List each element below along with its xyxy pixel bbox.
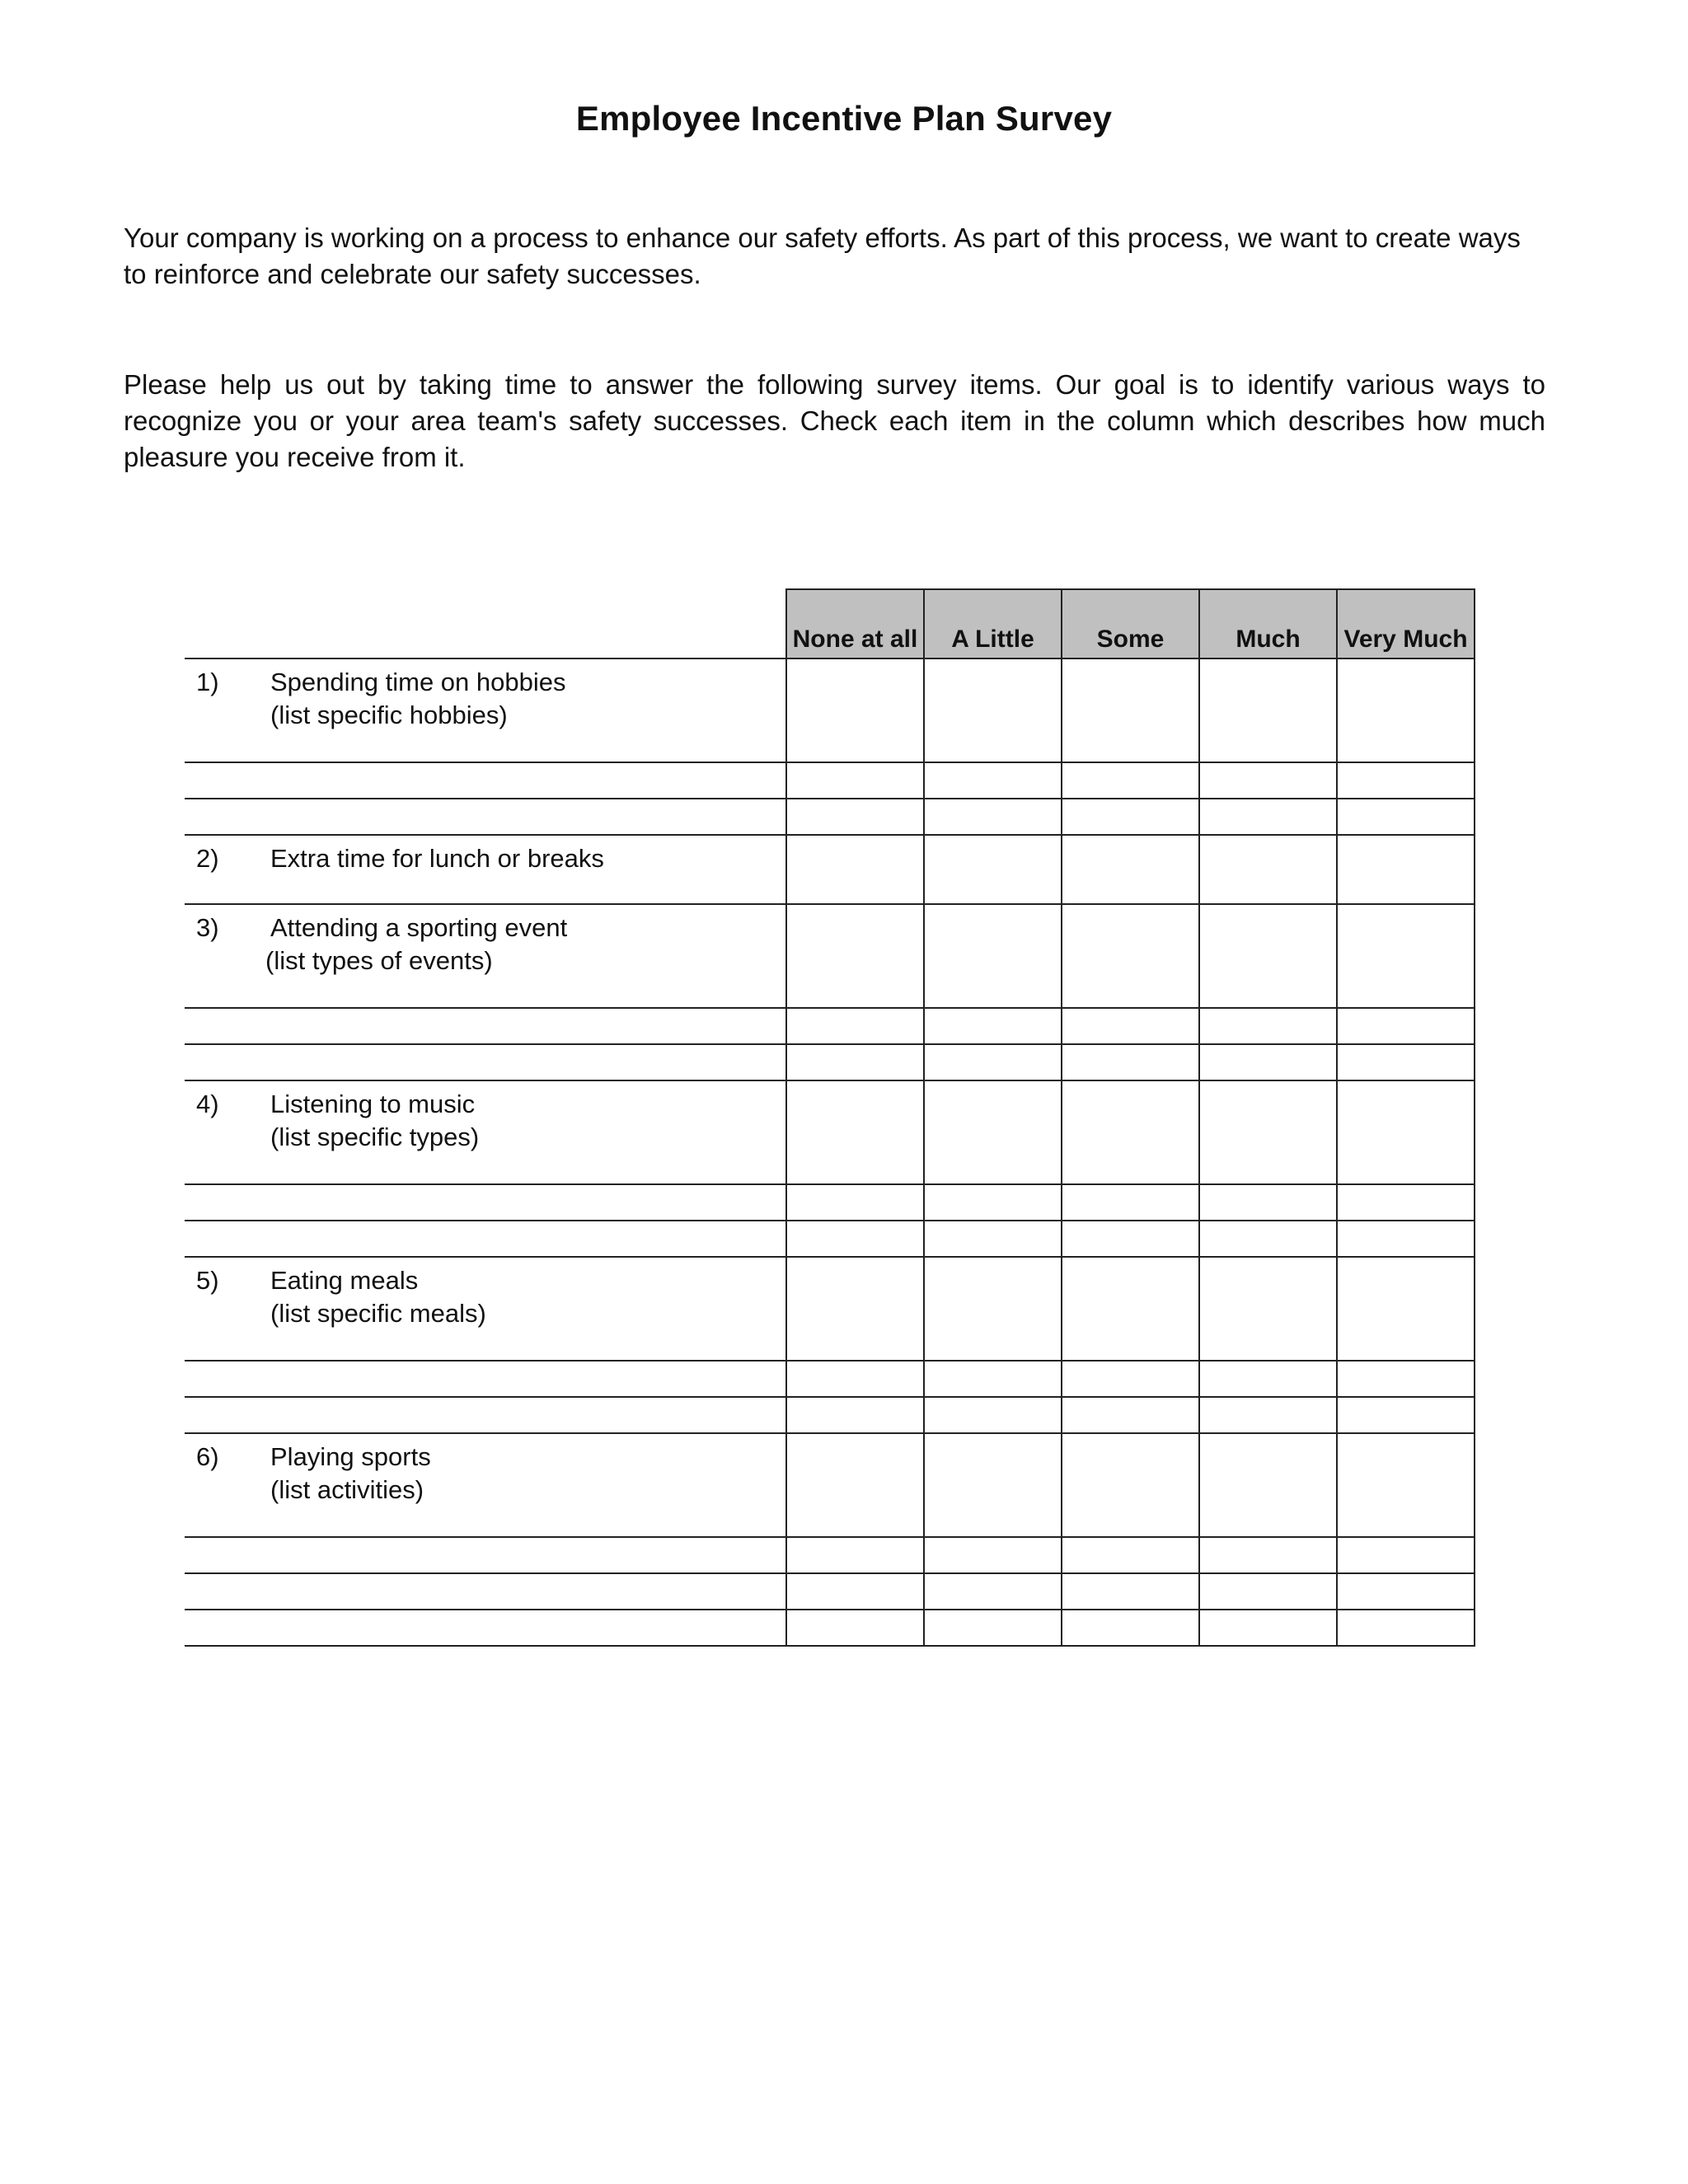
rating-checkbox-cell[interactable] [1199, 1044, 1337, 1080]
item-label: Attending a sporting event [270, 913, 568, 942]
survey-item-row [185, 1080, 1475, 1184]
column-header-very-much: Very Much [1337, 589, 1475, 658]
rating-checkbox-cell[interactable] [924, 1221, 1062, 1257]
survey-item-cell [185, 1257, 786, 1361]
rating-checkbox-cell[interactable] [1337, 1433, 1475, 1537]
rating-checkbox-cell[interactable] [786, 1361, 924, 1397]
rating-checkbox-cell[interactable] [924, 1184, 1062, 1221]
item-label: Extra time for lunch or breaks [270, 844, 604, 873]
intro-paragraph: Your company is working on a process to enhance our safety efforts. As part of this process, we want to create ways to reinforce and celebrate our safety successes. [124, 223, 1521, 289]
item-number: 1) [196, 668, 219, 696]
rating-checkbox-cell[interactable] [924, 1361, 1062, 1397]
rating-checkbox-cell[interactable] [1337, 904, 1475, 1008]
page-title: Employee Incentive Plan Survey [575, 99, 1113, 138]
item-sublabel: (list activities) [270, 1475, 424, 1504]
rating-checkbox-cell[interactable] [786, 1044, 924, 1080]
rating-checkbox-cell[interactable] [1199, 799, 1337, 835]
write-in-line[interactable] [185, 1008, 786, 1044]
rating-checkbox-cell[interactable] [1337, 1610, 1475, 1646]
write-in-line[interactable] [185, 1184, 786, 1221]
survey-item-row [185, 658, 1475, 762]
item-sublabel: (list specific meals) [270, 1299, 486, 1328]
write-in-line-row [185, 1361, 1475, 1397]
rating-checkbox-cell[interactable] [786, 835, 924, 904]
rating-checkbox-cell[interactable] [1199, 1257, 1337, 1361]
rating-checkbox-cell[interactable] [1062, 1184, 1199, 1221]
rating-checkbox-cell[interactable] [924, 799, 1062, 835]
item-sublabel: (list specific hobbies) [270, 701, 508, 729]
rating-checkbox-cell[interactable] [1199, 1080, 1337, 1184]
item-label: Eating meals [270, 1266, 419, 1295]
item-text [265, 912, 568, 977]
write-in-line[interactable] [185, 1361, 786, 1397]
column-header-much: Much [1199, 589, 1337, 658]
item-number: 5) [196, 1266, 219, 1295]
item-number: 3) [196, 913, 219, 942]
rating-checkbox-cell[interactable] [1199, 1221, 1337, 1257]
item-text [270, 1088, 479, 1154]
rating-checkbox-cell[interactable] [1062, 1610, 1199, 1646]
column-header-a-little: A Little [924, 589, 1062, 658]
column-header-some: Some [1062, 589, 1199, 658]
rating-checkbox-cell[interactable] [786, 1221, 924, 1257]
write-in-line[interactable] [185, 1044, 786, 1080]
rating-checkbox-cell[interactable] [1062, 1397, 1199, 1433]
write-in-line-row [185, 1537, 1475, 1573]
rating-checkbox-cell[interactable] [1199, 1397, 1337, 1433]
rating-checkbox-cell[interactable] [1199, 1008, 1337, 1044]
table-header-row [185, 589, 1475, 658]
rating-checkbox-cell[interactable] [924, 1573, 1062, 1610]
rating-checkbox-cell[interactable] [924, 1257, 1062, 1361]
rating-checkbox-cell[interactable] [1337, 799, 1475, 835]
item-sublabel: (list specific types) [270, 1122, 480, 1151]
write-in-line[interactable] [185, 799, 786, 835]
rating-checkbox-cell[interactable] [924, 1433, 1062, 1537]
rating-checkbox-cell[interactable] [786, 1008, 924, 1044]
rating-checkbox-cell[interactable] [786, 1433, 924, 1537]
rating-checkbox-cell[interactable] [924, 1080, 1062, 1184]
instructions-paragraph: Please help us out by taking time to answer the following survey items. Our goal is to identify various ways to recognize you or your area team's safety successes. Check each item in the column which describes how much pleasure you receive from it. [124, 369, 1545, 472]
rating-checkbox-cell[interactable] [1062, 1221, 1199, 1257]
write-in-line-row [185, 762, 1475, 799]
rating-checkbox-cell[interactable] [924, 1008, 1062, 1044]
rating-checkbox-cell[interactable] [786, 904, 924, 1008]
rating-checkbox-cell[interactable] [786, 762, 924, 799]
write-in-line[interactable] [185, 1573, 786, 1610]
rating-checkbox-cell[interactable] [1062, 1008, 1199, 1044]
item-number: 6) [196, 1442, 219, 1471]
write-in-line-row [185, 1008, 1475, 1044]
rating-checkbox-cell[interactable] [786, 1257, 924, 1361]
rating-checkbox-cell[interactable] [786, 799, 924, 835]
rating-checkbox-cell[interactable] [1337, 1397, 1475, 1433]
rating-checkbox-cell[interactable] [1337, 1184, 1475, 1221]
rating-checkbox-cell[interactable] [786, 1537, 924, 1573]
rating-checkbox-cell[interactable] [1199, 1361, 1337, 1397]
rating-checkbox-cell[interactable] [1062, 1433, 1199, 1537]
rating-checkbox-cell[interactable] [1337, 1573, 1475, 1610]
rating-checkbox-cell[interactable] [1337, 1080, 1475, 1184]
survey-item-row [185, 1257, 1475, 1361]
write-in-line-row [185, 1184, 1475, 1221]
rating-checkbox-cell[interactable] [924, 1610, 1062, 1646]
rating-checkbox-cell[interactable] [1062, 799, 1199, 835]
survey-table [185, 588, 1475, 1647]
rating-checkbox-cell[interactable] [786, 1397, 924, 1433]
rating-checkbox-cell[interactable] [1062, 1537, 1199, 1573]
rating-checkbox-cell[interactable] [786, 1184, 924, 1221]
rating-checkbox-cell[interactable] [924, 658, 1062, 762]
survey-item-cell [185, 1080, 786, 1184]
rating-checkbox-cell[interactable] [924, 762, 1062, 799]
write-in-line-row [185, 1221, 1475, 1257]
rating-checkbox-cell[interactable] [1062, 1257, 1199, 1361]
survey-item-row [185, 904, 1475, 1008]
rating-checkbox-cell[interactable] [1199, 658, 1337, 762]
write-in-line[interactable] [185, 762, 786, 799]
write-in-line-row [185, 1573, 1475, 1610]
write-in-line[interactable] [185, 1397, 786, 1433]
rating-checkbox-cell[interactable] [1062, 1080, 1199, 1184]
write-in-line[interactable] [185, 1610, 786, 1646]
rating-checkbox-cell[interactable] [1199, 904, 1337, 1008]
rating-checkbox-cell[interactable] [1062, 658, 1199, 762]
rating-checkbox-cell[interactable] [786, 658, 924, 762]
rating-checkbox-cell[interactable] [1337, 835, 1475, 904]
rating-checkbox-cell[interactable] [924, 835, 1062, 904]
column-header-none-at-all: None at all [786, 589, 924, 658]
rating-checkbox-cell[interactable] [786, 1610, 924, 1646]
rating-checkbox-cell[interactable] [1199, 1573, 1337, 1610]
rating-checkbox-cell[interactable] [1337, 1257, 1475, 1361]
item-text [270, 1441, 431, 1507]
rating-checkbox-cell[interactable] [1062, 1361, 1199, 1397]
rating-checkbox-cell[interactable] [924, 1044, 1062, 1080]
rating-checkbox-cell[interactable] [1337, 1537, 1475, 1573]
rating-checkbox-cell[interactable] [1062, 1044, 1199, 1080]
item-label: Listening to music [270, 1090, 476, 1118]
rating-checkbox-cell[interactable] [924, 1397, 1062, 1433]
survey-item-cell [185, 658, 786, 762]
rating-checkbox-cell[interactable] [786, 1573, 924, 1610]
survey-item-cell [185, 904, 786, 1008]
item-label: Playing sports [270, 1442, 431, 1471]
rating-checkbox-cell[interactable] [1062, 1573, 1199, 1610]
write-in-line-row [185, 799, 1475, 835]
rating-checkbox-cell[interactable] [1199, 762, 1337, 799]
rating-checkbox-cell[interactable] [1199, 835, 1337, 904]
write-in-line-row [185, 1397, 1475, 1433]
rating-checkbox-cell[interactable] [1337, 658, 1475, 762]
rating-checkbox-cell[interactable] [1337, 1044, 1475, 1080]
write-in-line-row [185, 1610, 1475, 1646]
item-text [270, 842, 604, 875]
write-in-line[interactable] [185, 1221, 786, 1257]
rating-checkbox-cell[interactable] [1199, 1433, 1337, 1537]
write-in-line[interactable] [185, 1537, 786, 1573]
item-text [270, 666, 565, 732]
rating-checkbox-cell[interactable] [1337, 1361, 1475, 1397]
rating-checkbox-cell[interactable] [786, 1080, 924, 1184]
rating-checkbox-cell[interactable] [1199, 1610, 1337, 1646]
survey-item-cell [185, 1433, 786, 1537]
item-text [270, 1264, 486, 1330]
item-label: Spending time on hobbies [270, 668, 566, 696]
item-sublabel: (list types of events) [265, 946, 493, 975]
rating-checkbox-cell[interactable] [1337, 762, 1475, 799]
rating-checkbox-cell[interactable] [1199, 1184, 1337, 1221]
survey-item-row [185, 1433, 1475, 1537]
item-column-header [185, 589, 786, 658]
rating-checkbox-cell[interactable] [1062, 835, 1199, 904]
rating-checkbox-cell[interactable] [924, 1537, 1062, 1573]
rating-checkbox-cell[interactable] [1337, 1221, 1475, 1257]
rating-checkbox-cell[interactable] [1062, 762, 1199, 799]
rating-checkbox-cell[interactable] [1337, 1008, 1475, 1044]
survey-item-cell [185, 835, 786, 904]
write-in-line-row [185, 1044, 1475, 1080]
rating-checkbox-cell[interactable] [924, 904, 1062, 1008]
rating-checkbox-cell[interactable] [1199, 1537, 1337, 1573]
survey-item-row [185, 835, 1475, 904]
item-number: 2) [196, 844, 219, 873]
item-number: 4) [196, 1090, 219, 1118]
rating-checkbox-cell[interactable] [1062, 904, 1199, 1008]
